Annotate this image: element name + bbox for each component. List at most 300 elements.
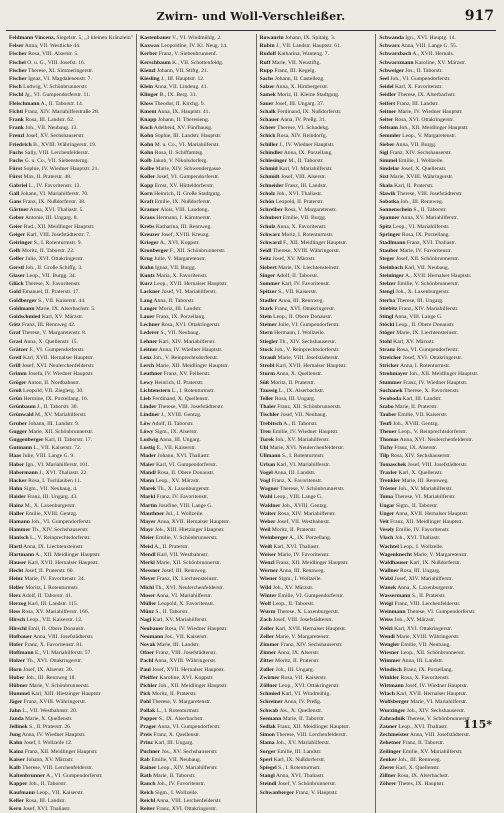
- entry-name: Skala: [379, 182, 393, 189]
- entry-name: Hofbauer: [9, 633, 32, 640]
- directory-entry: [140, 649, 253, 657]
- directory-entry: [260, 641, 373, 649]
- directory-entry: [9, 59, 133, 67]
- entry-address: Franz, VIII. Lerchenfelderstr.: [394, 601, 461, 608]
- directory-entry: [260, 182, 373, 190]
- directory-entry: [379, 379, 493, 387]
- entry-address: Th., XIV. Sechshauserstr.: [279, 338, 337, 345]
- directory-entry: [140, 231, 253, 239]
- entry-address: Joh., XVIII. Gentzg.: [392, 420, 439, 427]
- entry-name: Martin: [139, 502, 158, 509]
- entry-address: A., XVII. Hernalser Hauptstr.: [404, 272, 472, 279]
- entry-address: Anna, IV. Wiedner Hauptstr.: [158, 346, 223, 353]
- entry-address: A., VI. Gumpendorferstr.: [46, 773, 103, 780]
- directory-entry: [260, 149, 373, 157]
- entry-name: Stiegler: [259, 338, 278, 345]
- entry-name: Seel: [379, 76, 389, 83]
- directory-entry: [140, 362, 253, 370]
- entry-address: Karl, VI. Mariahilferstr.: [276, 461, 331, 468]
- entry-name: Lechner: [139, 322, 160, 329]
- entry-address: Franz, X. Favoritenstr. 81.: [24, 642, 84, 649]
- entry-address: K., VII. Schottenfeldg.: [172, 59, 224, 66]
- directory-entry: [9, 575, 133, 583]
- entry-address: Karl, IX. Nußdorferstr.: [409, 560, 462, 566]
- directory-entry: [9, 534, 133, 542]
- directory-entry: [140, 67, 253, 75]
- directory-entry: [140, 526, 253, 534]
- directory-entry: [379, 592, 493, 600]
- entry-name: Kahn: [9, 740, 23, 747]
- entry-address: Rud., XII. Meidlinger Hauptstr.: [23, 223, 95, 230]
- entry-name: Krug: [139, 256, 153, 263]
- entry-address: Josef, IX. Alserstr. 30.: [23, 666, 74, 673]
- entry-address: Anna, II. Taborstr.: [153, 297, 195, 304]
- entry-name: Stock: [259, 346, 273, 353]
- entry-name: Slawik: [379, 190, 396, 197]
- entry-name: Grün: [9, 395, 23, 402]
- entry-address: Sally, VIII. Lerchenfelderstr.: [24, 149, 90, 156]
- directory-entry: [379, 141, 493, 149]
- entry-address: Maria, X. Favoritenstr.: [156, 272, 208, 279]
- entry-address: Ignaz, VII. Burgg.: [155, 264, 197, 271]
- directory-entry: [260, 764, 373, 772]
- entry-name: Pick: [139, 691, 151, 698]
- entry-name: Werner: [259, 568, 278, 575]
- directory-entry: [379, 543, 493, 551]
- entry-name: Wimmer: [379, 658, 401, 665]
- directory-entry: [140, 485, 253, 493]
- entry-name: Wiesner: [379, 650, 400, 657]
- entry-name: Weiß: [259, 543, 273, 550]
- entry-name: Kopp: [139, 182, 154, 189]
- directory-entry: [9, 518, 133, 526]
- entry-name: Simmel: [379, 158, 398, 165]
- directory-entry: [379, 420, 493, 428]
- directory-entry: [379, 748, 493, 756]
- entry-name: Gärtner: [9, 207, 29, 214]
- entry-address: Leop., II. Obere Donaustr.: [395, 322, 455, 329]
- directory-entry: [379, 50, 493, 58]
- entry-name: Jäger: [9, 699, 23, 706]
- entry-address: Franz, XII. Schönbrunnerstr.: [277, 404, 342, 411]
- directory-entry: [140, 157, 253, 165]
- entry-address: Marie, V. Schönbrunnerstr.: [29, 683, 90, 690]
- directory-entry: [140, 682, 253, 690]
- entry-address: Josef, XVI. Thaliastr.: [22, 806, 71, 813]
- entry-name: Fuchs: [9, 158, 24, 165]
- entry-address: Josef, III. Rennweg.: [161, 568, 207, 575]
- directory-entry: [260, 510, 373, 518]
- directory-entry: [9, 346, 133, 354]
- entry-name: Wiener: [259, 576, 278, 583]
- entry-address: S., I. Rotenturmstr.: [281, 453, 325, 460]
- directory-entry: [140, 305, 253, 313]
- entry-address: Leop., V. Reinprechtsdorferstr.: [398, 428, 467, 435]
- directory-entry: [379, 91, 493, 99]
- directory-entry: [260, 477, 373, 485]
- entry-name: Scholz: [259, 190, 276, 197]
- entry-address: Marie, II. Taborstr.: [153, 773, 196, 780]
- entry-address: L., IV. Favoritenstr. 13.: [28, 182, 81, 189]
- entry-address: Emilie, IV. Wiedner Hauptstr.: [272, 428, 339, 435]
- entry-name: Fischer: [9, 76, 27, 83]
- directory-entry: [379, 764, 493, 772]
- entry-name: Kiesling: [139, 76, 160, 83]
- entry-name: Paul: [139, 666, 151, 673]
- directory-entry: [9, 354, 133, 362]
- entry-address: Th., X. Laxenburgerstr.: [157, 486, 210, 493]
- directory-entry: [9, 543, 133, 551]
- directory-entry: [379, 436, 493, 444]
- entry-name: Novak: [139, 642, 156, 649]
- directory-entry: [9, 707, 133, 715]
- entry-name: Haas: [9, 453, 22, 460]
- entry-address: Johann, VI. Mariahilferstr. 70.: [20, 190, 89, 197]
- entry-name: Rowanrin: [259, 35, 284, 41]
- entry-address: Karl, II. Taborstr. 17.: [44, 436, 93, 443]
- entry-address: Franz, III. Landstr.: [396, 100, 439, 107]
- entry-name: Simon: [259, 732, 275, 739]
- entry-name: Lederer: [139, 330, 160, 337]
- entry-address: Franz, II. Taborstr.: [402, 740, 445, 747]
- directory-entry: [9, 214, 133, 222]
- entry-address: Leop., XV. Märzstr.: [155, 477, 201, 484]
- entry-name: Hirsch: [9, 617, 26, 624]
- directory-entry: [379, 780, 493, 788]
- directory-entry: [140, 518, 253, 526]
- entry-name: Meier: [139, 535, 155, 542]
- directory-entry: [140, 633, 253, 641]
- entry-name: Gröger: [9, 379, 27, 386]
- entry-address: Joh., XIV. Sechshauserstr.: [406, 707, 466, 714]
- entry-address: Joh., XIII. Hietzinger Hauptstr.: [154, 527, 225, 534]
- entry-name: Tröster: [379, 486, 397, 493]
- entry-name: Gerstl: [9, 264, 24, 271]
- entry-address: Anna, VII. Lindeng. 41.: [154, 84, 208, 91]
- entry-name: Schmid: [259, 166, 278, 173]
- entry-address: Anna, IX. Hauptstr. 41.: [157, 108, 210, 115]
- entry-name: Rudolf: [259, 51, 277, 58]
- entry-address: Franz, XIV. Sechshauserstr.: [389, 149, 452, 156]
- entry-name: Strobl: [259, 363, 275, 370]
- entry-name: Korn: [139, 190, 153, 197]
- directory-entry: [260, 354, 373, 362]
- directory-entry: [9, 649, 133, 657]
- entry-name: Schulz: [259, 223, 276, 230]
- directory-entry: [379, 305, 493, 313]
- directory-entry: [140, 75, 253, 83]
- entry-name: Mayr: [139, 527, 154, 534]
- entry-name: Stein: [259, 313, 272, 320]
- entry-name: Kuntz: [139, 272, 155, 279]
- entry-name: Zach: [259, 617, 272, 624]
- directory-column-4: [376, 34, 496, 813]
- entry-address: Jos., VII. Kaiserstr.: [164, 633, 208, 640]
- entry-address: Karl, XVI. Ottakringerstr.: [394, 625, 453, 632]
- entry-address: Marie, II. Taborstr.: [282, 715, 326, 722]
- directory-entry: [140, 329, 253, 337]
- entry-name: Hoffmann: [9, 650, 34, 657]
- entry-name: Lewy: [139, 379, 154, 386]
- entry-name: Tilp: [379, 453, 390, 460]
- entry-name: Tuma: [379, 494, 394, 501]
- directory-entry: [260, 297, 373, 305]
- directory-entry: [379, 657, 493, 665]
- entry-address: J., II. Taborstr. 30.: [37, 404, 78, 411]
- entry-address: Marie, IV. Favoritenstr.: [399, 248, 452, 255]
- directory-entry: [9, 67, 133, 75]
- entry-name: Hofer: [9, 642, 23, 649]
- entry-name: Schiller: [259, 141, 278, 148]
- entry-name: Geiger: [9, 231, 26, 238]
- entry-address: Emilie, V. Schönbrunnerstr.: [155, 535, 218, 542]
- entry-name: Waldhauser: [379, 560, 409, 566]
- directory-entry: [260, 493, 373, 501]
- entry-name: Steinbach: [379, 264, 403, 271]
- directory-entry: [379, 182, 493, 190]
- entry-name: Sauer: [259, 100, 274, 107]
- directory-entry: [260, 715, 373, 723]
- entry-name: Herz: [9, 592, 21, 599]
- entry-name: Reichl: [139, 797, 156, 804]
- entry-name: Veit: [379, 518, 389, 525]
- entry-address: Franz, XVI. Ottakringerstr.: [156, 806, 218, 813]
- entry-address: Joh., X. Laxenburgerstr.: [395, 289, 450, 296]
- directory-entry: [9, 772, 133, 780]
- entry-name: Glück: [9, 281, 24, 288]
- entry-name: Sobotka: [379, 199, 399, 206]
- entry-name: Münz: [139, 609, 154, 616]
- directory-entry: [140, 780, 253, 788]
- directory-entry: [379, 731, 493, 739]
- directory-entry: [379, 756, 493, 764]
- entry-name: Groß: [9, 387, 22, 394]
- directory-entry: [260, 321, 373, 329]
- directory-entry: [140, 608, 253, 616]
- entry-address: Anna, VIII. Lange G. 55.: [400, 43, 458, 50]
- entry-address: Marie, XVIII. Währingerstr.: [396, 633, 460, 640]
- entry-name: Klein: [139, 84, 154, 91]
- directory-entry: [260, 124, 373, 132]
- entry-address: A., IX. Porzellang.: [289, 535, 332, 542]
- header-rule: [6, 30, 496, 31]
- entry-name: Fischl: [9, 92, 24, 99]
- directory-entry: [9, 83, 133, 91]
- directory-entry: [9, 395, 133, 403]
- directory-entry: [379, 297, 493, 305]
- entry-name: Stangl: [259, 773, 275, 780]
- entry-name: Rauch: [139, 781, 156, 788]
- entry-name: Wittmann: [379, 683, 404, 690]
- entry-address: Theres, IX. Hauptstr.: [397, 781, 445, 788]
- entry-name: Rupp: [259, 67, 273, 74]
- entry-name: Salzer: [259, 84, 275, 91]
- entry-name: Zeilinger: [379, 748, 402, 755]
- entry-address: Franz, XV. Felberstr.: [163, 371, 211, 378]
- entry-name: Hahn: [9, 486, 23, 493]
- directory-entry: [140, 206, 253, 214]
- directory-entry: [9, 682, 133, 690]
- entry-address: Moriz, I. Rotenturmstr.: [281, 231, 334, 238]
- directory-entry: [260, 698, 373, 706]
- directory-entry: [140, 469, 253, 477]
- directory-entry: [379, 534, 493, 542]
- entry-name: Kolb: [139, 158, 152, 165]
- directory-entry: [260, 132, 373, 140]
- entry-address: Josef, III. Ungarg. 37.: [275, 100, 325, 107]
- directory-entry: [260, 633, 373, 641]
- directory-entry: [140, 272, 253, 280]
- entry-name: Semmler: [379, 133, 401, 140]
- directory-entry: [260, 567, 373, 575]
- entry-name: Seidel: [379, 84, 394, 91]
- entry-address: Marie, V. Margaretenstr.: [413, 551, 468, 558]
- entry-address: Karl, VI. Mariahilferstr.: [279, 166, 333, 173]
- entry-address: Josefine, VIII. Lange G.: [158, 502, 213, 509]
- entry-name: Stricker: [379, 363, 399, 370]
- entry-address: Jg., VI. Gumpendorferstr. 11.: [24, 92, 91, 99]
- entry-address: Sigm., I. Wollzeile.: [278, 576, 322, 583]
- entry-address: Josef, XVIII. Kreuzg.: [161, 231, 210, 238]
- entry-address: Therese, XVIII. Währingerstr.: [272, 248, 341, 255]
- directory-entry: [379, 214, 493, 222]
- directory-entry: [260, 485, 373, 493]
- entry-address: Franz, III. Ungarg. 43.: [27, 494, 78, 501]
- directory-entry: [260, 559, 373, 567]
- entry-name: Grünwald: [9, 412, 34, 419]
- entry-address: Karl, XVII. Hernalser Hauptstr.: [275, 363, 347, 370]
- directory-entry: [9, 280, 133, 288]
- directory-entry: [9, 370, 133, 378]
- entry-address: Franz, IX. Alserstr.: [394, 445, 438, 452]
- entry-address: Moritz, II. Praterstr.: [151, 691, 197, 698]
- directory-entry: [260, 625, 373, 633]
- directory-entry: [260, 526, 373, 534]
- entry-name: Sorger: [259, 748, 276, 755]
- entry-name: Wagner: [259, 486, 279, 493]
- entry-name: Pohl: [139, 699, 151, 706]
- entry-name: Stark: [259, 305, 273, 312]
- entry-name: Kraus: [139, 215, 155, 222]
- entry-address: Joh., II. Große Schiffg. 3.: [25, 264, 83, 271]
- entry-name: Schön: [259, 199, 275, 206]
- entry-address: Leopold, VII. Zieglerg. 30.: [23, 387, 84, 394]
- directory-entry: [379, 739, 493, 747]
- directory-entry: [260, 682, 373, 690]
- directory-entry: [140, 575, 253, 583]
- directory-entry: [260, 690, 373, 698]
- entry-address: Karl, XVII. Hernalser Hauptstr.: [275, 625, 347, 632]
- directory-entry: [379, 666, 493, 674]
- directory-entry: [140, 534, 253, 542]
- entry-name: Mader: [139, 453, 157, 460]
- directory-entry: [9, 592, 133, 600]
- entry-address: Leopold, II. Praterstr.: [275, 199, 324, 206]
- entry-address: Joh., XVI. Thaliastr.: [276, 190, 323, 197]
- directory-entry: [260, 420, 373, 428]
- directory-entry: [260, 575, 373, 583]
- entry-address: Joh., III. Rennweg 18.: [25, 674, 76, 681]
- entry-address: Johann, II. Theresieng.: [157, 117, 210, 124]
- entry-name: Trenkler: [379, 477, 401, 484]
- entry-address: Rosa, VI. Gumpendorferstr.: [396, 346, 459, 353]
- directory-entry: [260, 756, 373, 764]
- entry-address: Franz, X. Favoritenstr.: [271, 477, 323, 484]
- directory-entry: [379, 34, 493, 42]
- directory-entry: [379, 510, 493, 518]
- entry-address: Sigm., II. Taborstr.: [395, 502, 439, 509]
- entry-address: Antonie, III. Ungarg. 8.: [25, 215, 78, 222]
- directory-entry: [9, 436, 133, 444]
- entry-name: Gruber: [9, 420, 28, 427]
- entry-address: Franz, XVI. Thaliastr.: [406, 240, 456, 247]
- entry-address: L., I. Rotenturmstr.: [171, 387, 215, 394]
- directory-entry: [140, 756, 253, 764]
- entry-address: Karl, XV. Märzstr.: [393, 338, 435, 345]
- entry-address: Karl, XIV. Mariahilferstr.: [158, 338, 216, 345]
- entry-name: Seiter: [379, 117, 394, 124]
- directory-entry: [140, 338, 253, 346]
- entry-address: Therese, X. Laxenburgerstr.: [276, 609, 340, 616]
- entry-address: Josef, XVI. Neulerchenfelderstr.: [21, 363, 95, 370]
- directory-entry: [379, 223, 493, 231]
- directory-entry: [9, 116, 133, 124]
- directory-entry: [140, 436, 253, 444]
- entry-name: Rath: [139, 773, 152, 780]
- directory-entry: [379, 165, 493, 173]
- entry-address: Johann, IX. Spitalg. 3.: [284, 35, 336, 41]
- entry-name: Lichtenstern: [139, 387, 171, 394]
- entry-name: Ruff: [259, 59, 271, 66]
- entry-name: Stöckl: [379, 322, 395, 329]
- directory-entry: [260, 305, 373, 313]
- entry-name: Holzer: [9, 658, 26, 665]
- entry-name: Geller: [9, 256, 24, 263]
- directory-entry: [9, 190, 133, 198]
- entry-name: Tauber: [379, 412, 397, 419]
- entry-address: Marie, XIV. Schwendergasse: [155, 166, 221, 173]
- entry-name: Jahn: [9, 707, 21, 714]
- directory-entry: [379, 772, 493, 780]
- entry-address: Moritz, II. Praterstr.: [275, 658, 320, 665]
- entry-address: Leop., II. Obere Donaustr.: [273, 313, 333, 320]
- entry-name: Linder: [139, 404, 157, 411]
- directory-entry: [260, 748, 373, 756]
- entry-name: Scheer: [259, 125, 276, 132]
- entry-address: Th., XVI. Neulerchenfelderstr.: [155, 584, 224, 591]
- directory-entry: [260, 772, 373, 780]
- entry-address: S., II. Taborstr.: [155, 609, 189, 616]
- entry-address: Emilie, I. Wollzeile.: [398, 158, 444, 165]
- entry-name: Zehetner: [379, 740, 402, 747]
- entry-name: Fichtl: [9, 108, 23, 115]
- entry-address: Leopoldine, IV. Kl. Neug. 14.: [160, 43, 228, 50]
- entry-name: Uhl: [259, 445, 269, 452]
- entry-name: Urban: [259, 461, 276, 468]
- directory-entry: [140, 214, 253, 222]
- entry-name: Lackner: [139, 289, 161, 296]
- directory-entry: [260, 780, 373, 788]
- entry-name: Springer: [379, 231, 401, 238]
- entry-name: Pichler: [139, 683, 158, 690]
- directory-entry: [379, 461, 493, 469]
- entry-name: Schreiber: [259, 207, 283, 214]
- entry-address: Therese, VI. Gumpendorferstr.: [406, 609, 476, 616]
- entry-address: Josefa, IV. Wiedner Hauptstr.: [28, 371, 94, 378]
- entry-address: Joh., VI. Gumpendorferstr.: [31, 518, 92, 525]
- directory-entry: [260, 59, 373, 67]
- entry-address: Joh., XV. Mariahilferstr.: [275, 740, 331, 747]
